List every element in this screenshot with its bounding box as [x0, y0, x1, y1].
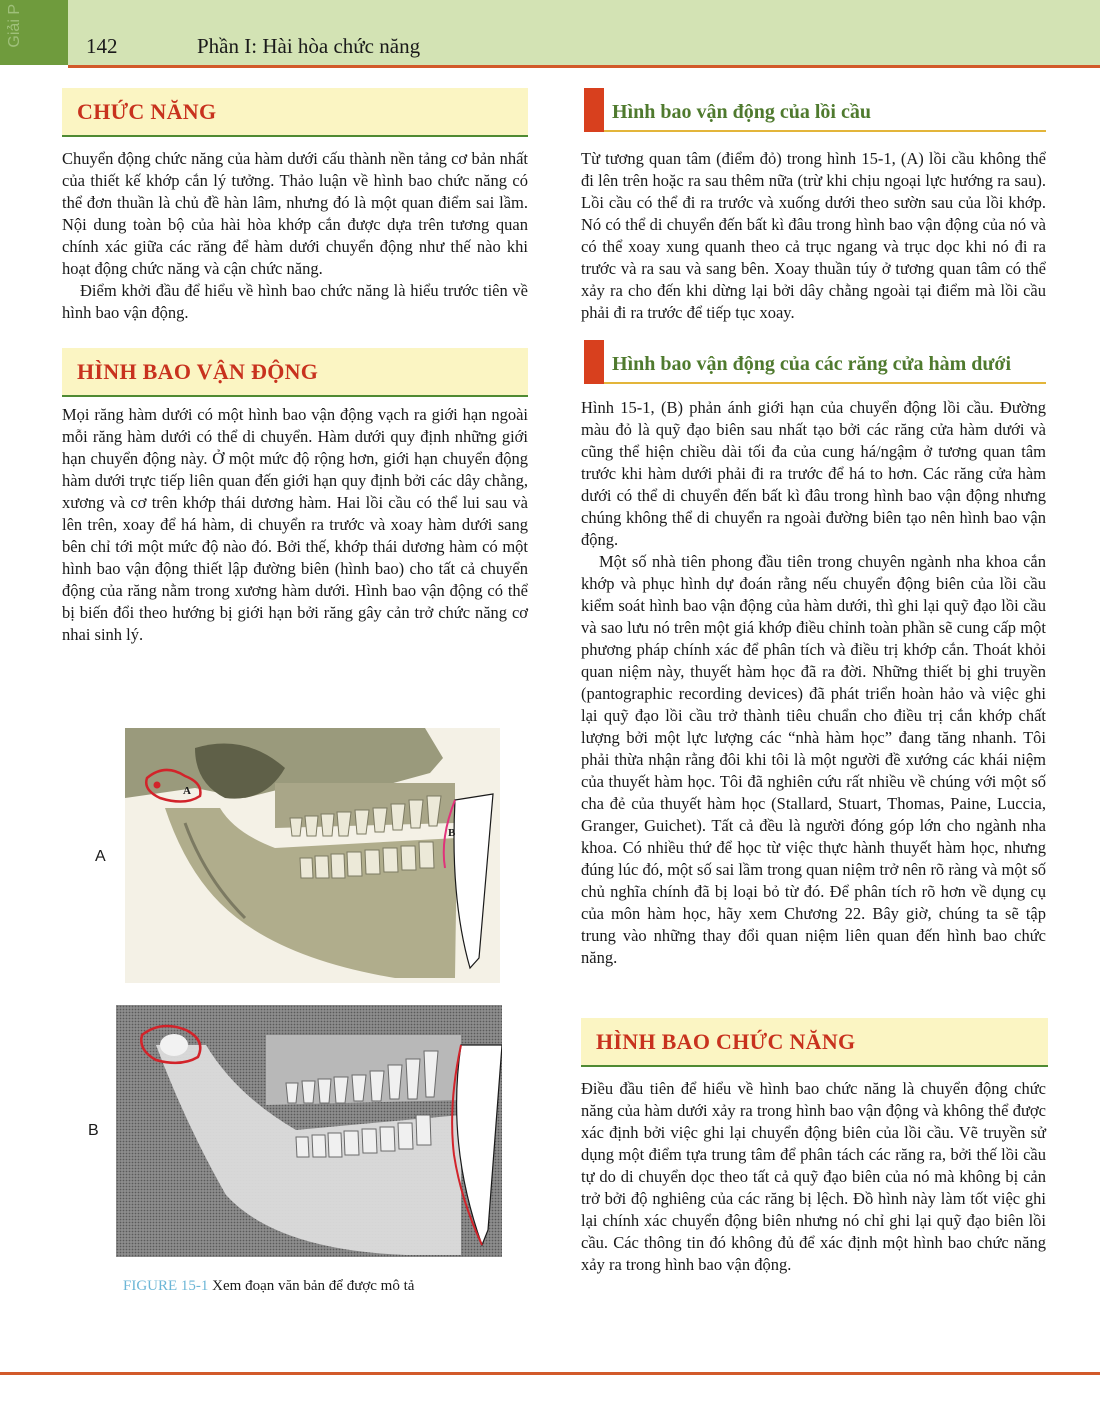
subsection-underline — [604, 130, 1046, 132]
figure-a-inner-label-a: A — [183, 785, 191, 797]
section-body-hinh-bao-chuc-nang — [581, 1078, 1046, 1276]
paragraph: Chuyển động chức năng của hàm dưới cấu thành nền tảng cơ bản nhất của thiết kế khớp cắn lý tưởng. Thảo luận về hình bao chức năng có thể đơn thuần là chủ đề hàn lâm, nhưng đó là một quan điểm sai lầm. Nội dung toàn bộ của hài hòa khớp cắn được dựa trên tương quan chính xác giữa các răng để hàm dưới chuyển động như thế nào khi hoạt động chức năng và cận chức năng. — [62, 149, 528, 278]
figure-caption-number: FIGURE 15-1 — [123, 1278, 209, 1294]
subsection-body-rang-cua — [581, 397, 1046, 969]
figure-a-skull-illustration — [125, 728, 500, 983]
subsection-body-loi-cau — [581, 148, 1046, 324]
subsection-heading-loi-cau — [584, 88, 1046, 134]
figure-b-radiograph-illustration — [116, 1005, 502, 1257]
subsection-heading-rang-cua — [584, 340, 1046, 386]
subsection-title: Hình bao vận động của các răng cửa hàm dưới — [612, 353, 1012, 375]
paragraph: Mọi răng hàm dưới có một hình bao vận động vạch ra giới hạn ngoài mỗi răng hàm dưới có thể di chuyển. Hàm dưới quy định những giới hạn chuyển động này. Ở một mức độ rộng hơn, giới hạn chuyển động hàm dưới trực tiếp liên quan đến giới hạn quy định bởi các dây chằng, xương và cơ trên khớp thái dương hàm. Hai lồi cầu có thể lui sau và lên trên, xoay để há hàm, di chuyển ra trước và xoay hàm dưới sang bên chỉ tới một mức độ nào đó. Bởi thế, khớp thái dương hàm có một hình bao vận động thiết lập đường biên (hình bao) cho tất cả chuyển động của răng nằm trong xương hàm dưới. Hình bao vận động có thể bị biến đổi theo hướng bị giới hạn bởi răng gây cản trở chức năng cơ nhai sinh lý. — [62, 405, 528, 644]
section-heading-chuc-nang — [62, 88, 528, 137]
section-heading-hinh-bao-van-dong — [62, 348, 528, 397]
footer-rule — [0, 1372, 1100, 1375]
figure-caption — [123, 1278, 414, 1295]
figure-label-a: A — [95, 848, 106, 865]
side-tab — [0, 0, 68, 65]
paragraph: Một số nhà tiên phong đầu tiên trong chuyên ngành nha khoa cắn khớp và phục hình dự đoán rằng nếu chuyển động biên của lồi cầu kiểm soát hình bao vận động của hàm dưới, thì ghi lại quỹ đạo lồi cầu và sao lưu nó trên một giá khớp điều chỉnh toàn phần sẽ cung cấp một phương pháp chính xác để phân tích và điều trị khớp cắn. Thoát khỏi quan niệm này, thuyết hàm học đã ra đời. Những thiết bị ghi truyền (pantographic recording devices) đã phát triển hoàn hảo và việc ghi lại quỹ đạo lồi cầu trở thành tiêu chuẩn cho điều trị cắn khớp chất lượng bởi một lực lượng các “nhà hàm học” đang tăng nhanh. Tôi phải thừa nhận rằng đôi khi tôi là một người đề xướng các khái niệm của thuyết hàm học. Tôi đã nghiên cứu rất nhiều về chúng với một số cha đẻ của thuyết hàm học (Stallard, Stuart, Thomas, Paine, Luccia, Granger, Guichet). Tất cả đều là người đóng góp lớn cho ngành nha khoa. Có nhiều thứ để học từ việc thực hành thuyết hàm học, nhưng đúng lúc đó, một số sai lầm trong quan niệm trở nên rõ ràng và một số chủ nghĩa chính đã bị loại bỏ từ đó. Để phân tích rõ hơn về dụng cụ của môn hàm học, hãy xem Chương 22. Bây giờ, chúng ta sẽ tập trung vào những thay đổi quan niệm liên quan đến hình bao chức năng. — [581, 552, 1046, 967]
paragraph: Hình 15-1, (B) phản ánh giới hạn của chuyển động lồi cầu. Đường màu đỏ là quỹ đạo biên sau nhất tạo bởi các răng cửa hàm dưới và cũng thể hiện chiều dài tối đa của cung há/ngậm ở tương quan tâm trước khi hàm dưới phải đi ra trước để há to hơn. Các răng cửa hàm dưới có thể di chuyển đến bất kì đâu trong hình bao vận động nhưng chúng không thể di chuyển ra ngoài đường biên tạo nên hình bao vận động. — [581, 398, 1046, 549]
figure-caption-text: Xem đoạn văn bản để được mô tả — [208, 1278, 415, 1294]
section-title: HÌNH BAO CHỨC NĂNG — [596, 1029, 856, 1054]
header-rule — [68, 65, 1100, 68]
paragraph: Từ tương quan tâm (điểm đỏ) trong hình 15-1, (A) lồi cầu không thể đi lên trên hoặc ra sau thêm nữa (trừ khi chịu ngoại lực hướng ra sau). Lồi cầu có thể đi ra trước và xuống dưới theo sườn sau của lồi khớp. Nó có thể di chuyển đến bất kì đâu trong hình bao vận động của nó và có thể xoay xung quanh theo cả trục ngang và trục dọc khi nó đi ra trước và ra sau và sang bên. Xoay thuần túy ở tương quan tâm có thể xảy ra cho đến khi dừng lại bởi dây chằng ngoài tại điểm mà lồi cầu phải đi ra trước để tiếp tục xoay. — [581, 149, 1046, 322]
subsection-accent-bar — [584, 340, 604, 384]
section-heading-hinh-bao-chuc-nang — [581, 1018, 1048, 1067]
section-title: CHỨC NĂNG — [77, 99, 217, 124]
section-body-chuc-nang — [62, 148, 528, 324]
page-number: 142 — [86, 34, 118, 58]
paragraph: Điều đầu tiên để hiểu về hình bao chức năng là chuyển động chức năng của hàm dưới xảy ra trong hình bao vận động và không thể được xác định bởi việc ghi lại chuyển động biên của lồi cầu. Vẽ truyền sử dụng một điểm tựa trung tâm để phân tách các răng ra, bởi thế lồi cầu tự do di chuyển dọc theo tất cả quỹ đạo biên của nó mà không bị cản trở bởi độ nghiêng của các răng bị lệch. Đồ hình này làm tốt việc ghi lại chính xác chuyển động biên nhưng nó chỉ ghi lại quỹ đạo biên lồi cầu. Các thông tin đó không đủ để xác định một hình bao chức năng xảy ra trong hình bao vận động. — [581, 1079, 1046, 1274]
section-title: HÌNH BAO VẬN ĐỘNG — [77, 359, 319, 384]
section-body-hinh-bao-van-dong — [62, 404, 528, 646]
side-tab-text: Giải P — [6, 4, 23, 48]
subsection-accent-bar — [584, 88, 604, 132]
paragraph: Điểm khởi đầu để hiểu về hình bao chức năng là hiểu trước tiên về hình bao vận động. — [62, 281, 528, 322]
subsection-title: Hình bao vận động của lồi cầu — [612, 101, 871, 123]
figure-a-inner-label-b: B — [448, 827, 456, 839]
subsection-underline — [604, 382, 1046, 384]
figure-label-b: B — [88, 1122, 99, 1139]
header-band — [0, 0, 1100, 65]
running-head: Phần I: Hài hòa chức năng — [197, 34, 421, 58]
